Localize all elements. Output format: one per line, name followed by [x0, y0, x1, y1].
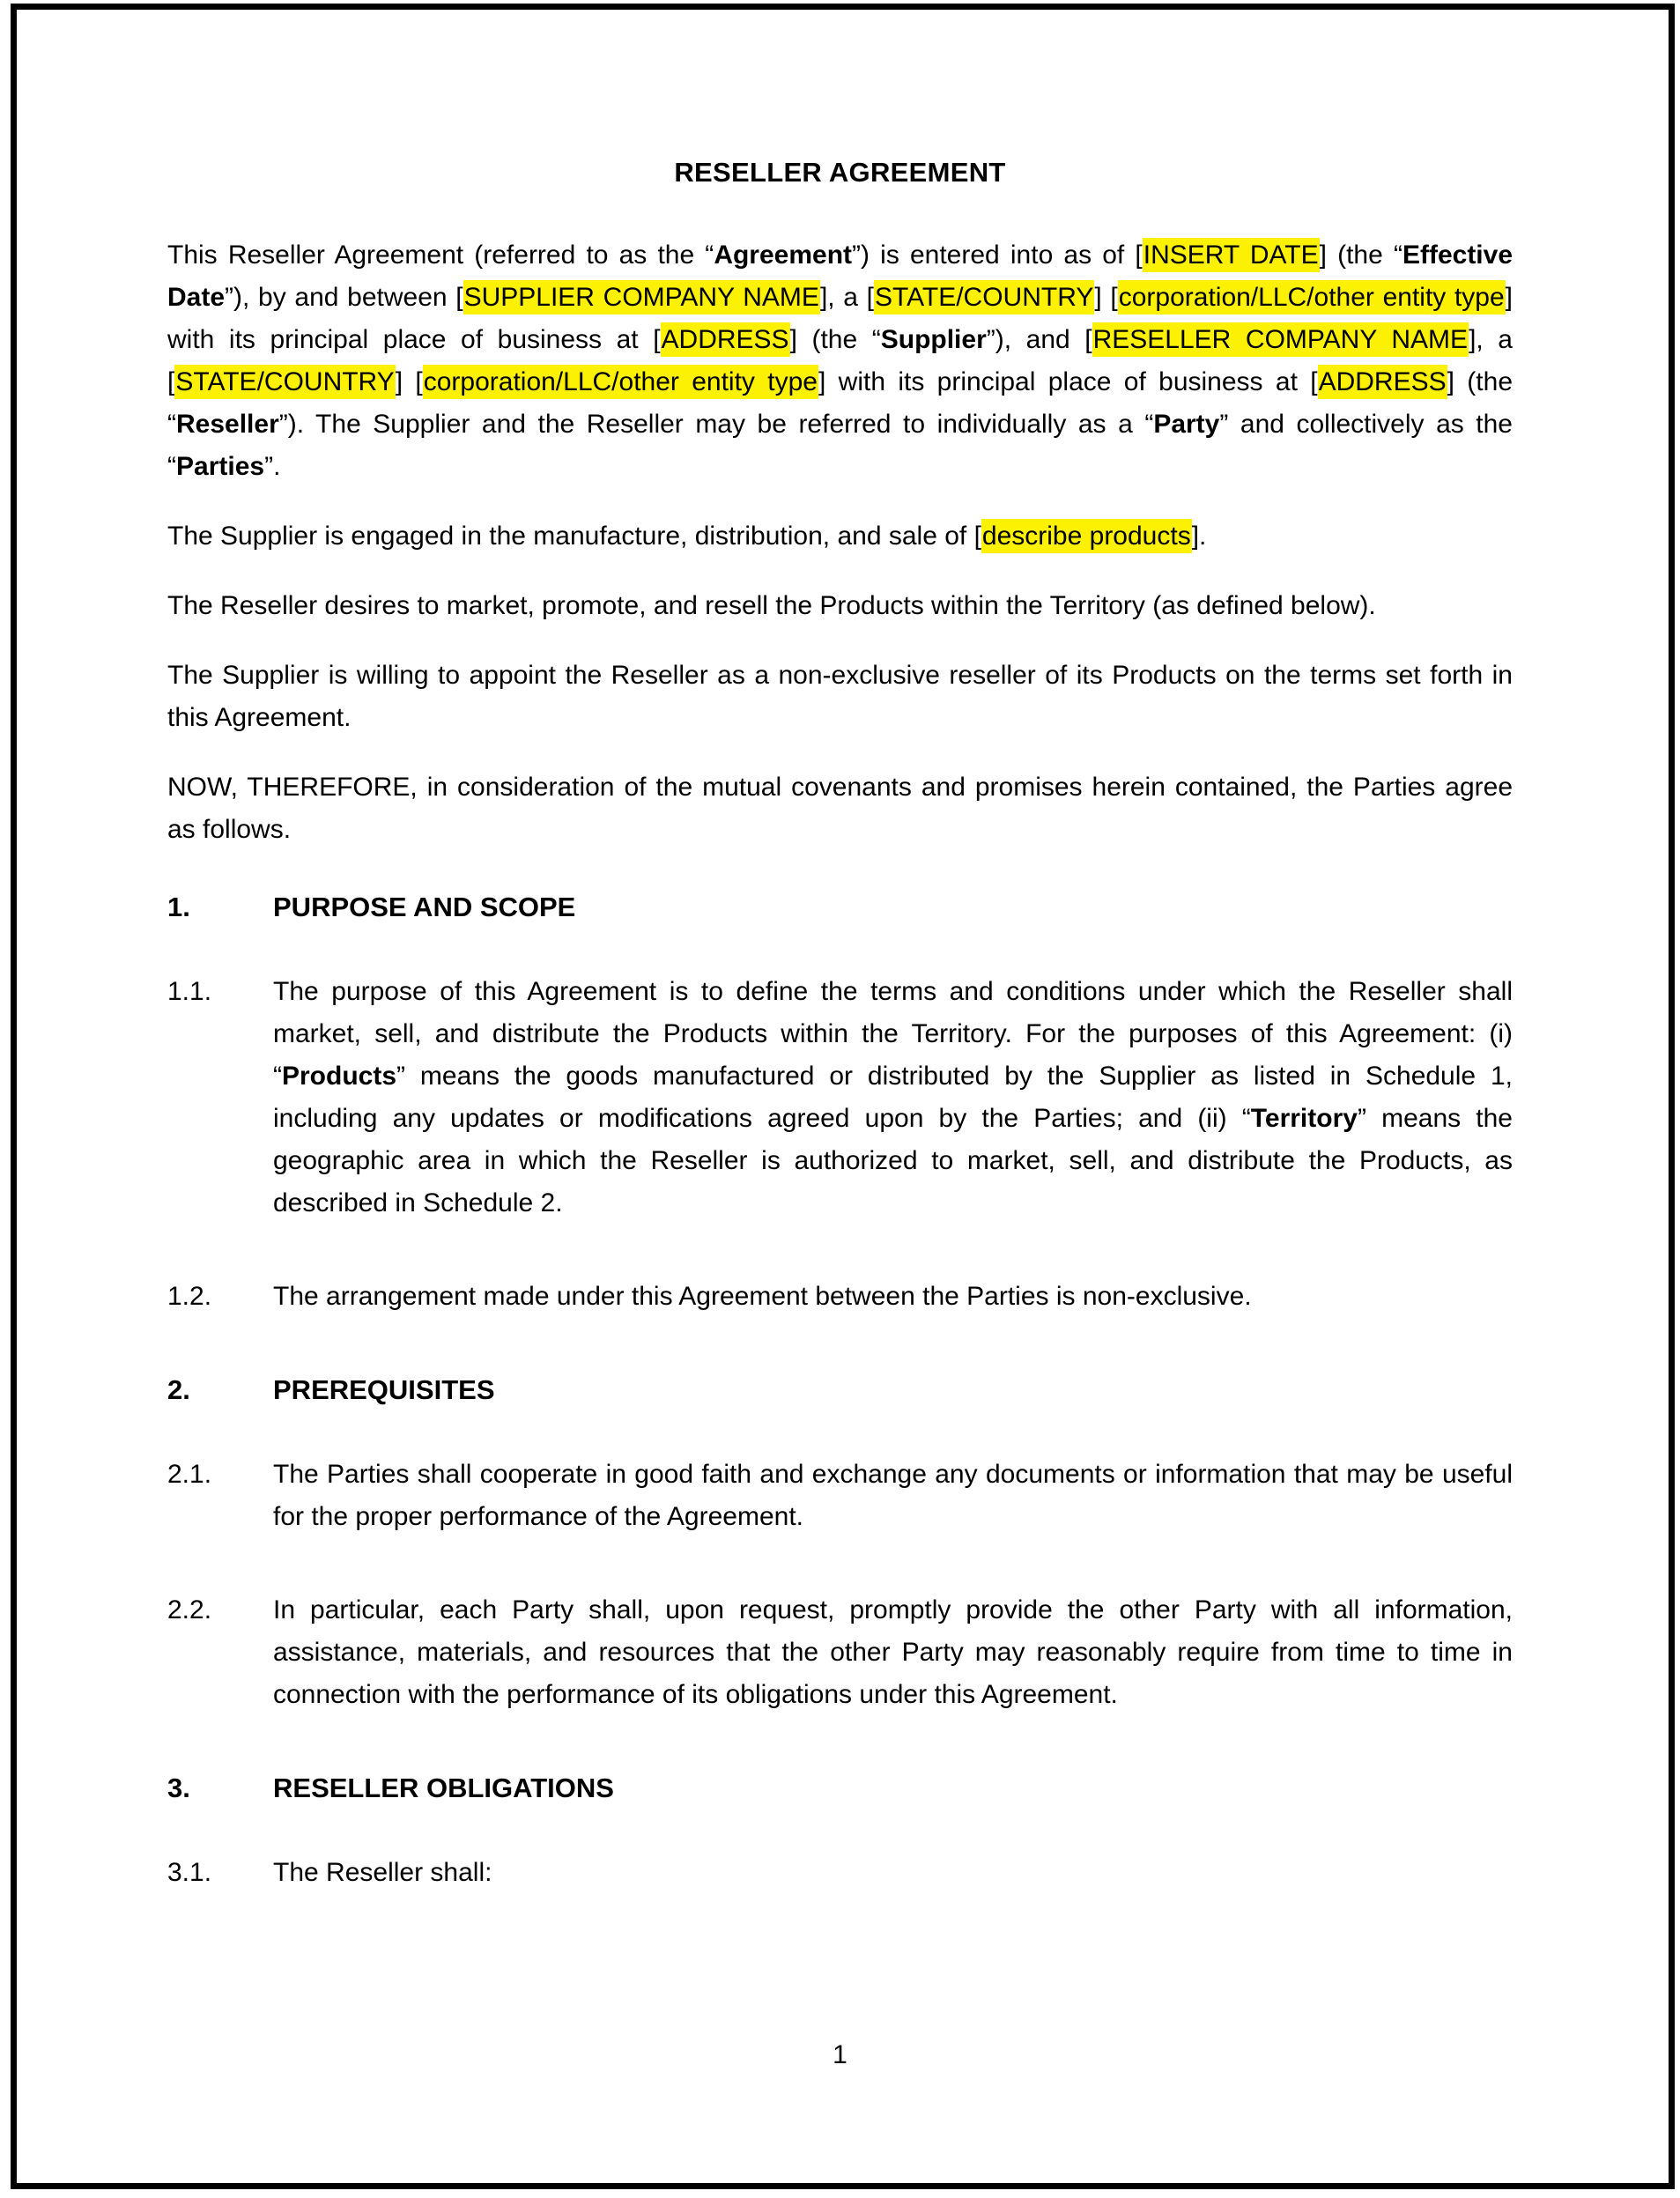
section-number: 2. — [167, 1374, 190, 1405]
intro-paragraph: The Reseller desires to market, promote, and resell the Products within the Territory (as defined below). — [167, 591, 1376, 620]
section-heading — [167, 1369, 1513, 1411]
clause-text: The Reseller shall: — [273, 1858, 492, 1887]
section-number: 1. — [167, 892, 190, 922]
section-title: RESELLER OBLIGATIONS — [273, 1772, 614, 1803]
clause-text: The purpose of this Agreement is to define the terms and conditions under which the Reseller shall market, sell, and distribute the Products within the Territory. For the purposes of this Agreement: (i) “Products” means the goods manufactured or distributed by the Supplier as listed in Schedule 1, including any updates or modifications agreed upon by the Parties; and (ii) “Territory” means the geographic area in which the Reseller is authorized to market, sell, and distribute the Products, as described in Schedule 2. — [273, 977, 1513, 1217]
highlighted-placeholder: STATE/COUNTRY — [874, 280, 1094, 315]
defined-term: Party — [1153, 410, 1220, 439]
highlighted-placeholder: STATE/COUNTRY — [174, 365, 395, 399]
section-heading — [167, 886, 1513, 929]
defined-term: Parties — [176, 452, 265, 481]
numbered-clause — [167, 1454, 1513, 1538]
defined-term: Effective Date — [167, 241, 1513, 312]
defined-term: Reseller — [176, 410, 279, 439]
clause-text: The arrangement made under this Agreement between the Parties is non-exclusive. — [273, 1282, 1252, 1311]
highlighted-placeholder: describe products — [981, 519, 1192, 553]
clause-number: 2.1. — [167, 1460, 212, 1489]
defined-term: Territory — [1250, 1104, 1358, 1133]
clause-number: 1.1. — [167, 977, 212, 1006]
highlighted-placeholder: ADDRESS — [1318, 365, 1447, 399]
section-heading — [167, 1767, 1513, 1809]
defined-term: Products — [282, 1062, 397, 1091]
defined-term: Supplier — [880, 325, 987, 354]
clause-text: The Parties shall cooperate in good faith and exchange any documents or information that may be useful for the proper performance of the Agreement. — [273, 1460, 1513, 1531]
highlighted-placeholder: SUPPLIER COMPANY NAME — [463, 280, 820, 315]
numbered-clause — [167, 1589, 1513, 1716]
highlighted-placeholder: RESELLER COMPANY NAME — [1092, 322, 1469, 357]
document-body — [167, 234, 1513, 1894]
document-content — [167, 157, 1513, 1945]
highlighted-placeholder: ADDRESS — [661, 322, 790, 357]
clause-number: 2.2. — [167, 1595, 212, 1624]
clause-text: In particular, each Party shall, upon request, promptly provide the other Party with all information, assistance, materials, and resources that the other Party may reasonably require from time to time in connection with the performance of its obligations under this Agreement. — [273, 1595, 1513, 1709]
numbered-clause — [167, 1852, 1513, 1894]
highlighted-placeholder: corporation/LLC/other entity type — [1118, 280, 1506, 315]
page-number: 1 — [833, 2040, 847, 2069]
intro-paragraph: The Supplier is engaged in the manufacture, distribution, and sale of [describe products]. — [167, 515, 1513, 558]
intro-paragraph: The Supplier is willing to appoint the Reseller as a non-exclusive reseller of its Products on the terms set forth in this Agreement. — [167, 661, 1513, 732]
numbered-clause — [167, 971, 1513, 1225]
highlighted-placeholder: corporation/LLC/other entity type — [423, 365, 818, 399]
highlighted-placeholder: INSERT DATE — [1143, 238, 1320, 272]
clause-number: 3.1. — [167, 1858, 212, 1887]
section-title: PREREQUISITES — [273, 1374, 495, 1405]
section-title: PURPOSE AND SCOPE — [273, 892, 576, 922]
clause-number: 1.2. — [167, 1282, 212, 1311]
intro-paragraph: NOW, THEREFORE, in consideration of the mutual covenants and promises herein contained, the Parties agree as follows. — [167, 773, 1513, 844]
section-number: 3. — [167, 1772, 190, 1803]
defined-term: Agreement — [714, 241, 853, 270]
numbered-clause — [167, 1276, 1513, 1318]
intro-paragraph: This Reseller Agreement (referred to as the “Agreement”) is entered into as of [INSERT DATE] (the “Effective Date”), by and between [SUPPLIER COMPANY NAME], a [STATE/COUNTRY] [corporation/LLC/other entity type] with its principal place of business at [ADDRESS] (the “Supplier”), and [RESELLER COMPANY NAME], a [STATE/COUNTRY] [corporation/LLC/other entity type] with its principal place of business at [ADDRESS] (the “Reseller”). The Supplier and the Reseller may be referred to individually as a “Party” and collectively as the “Parties”. — [167, 234, 1513, 488]
page-title: RESELLER AGREEMENT — [674, 157, 1006, 188]
